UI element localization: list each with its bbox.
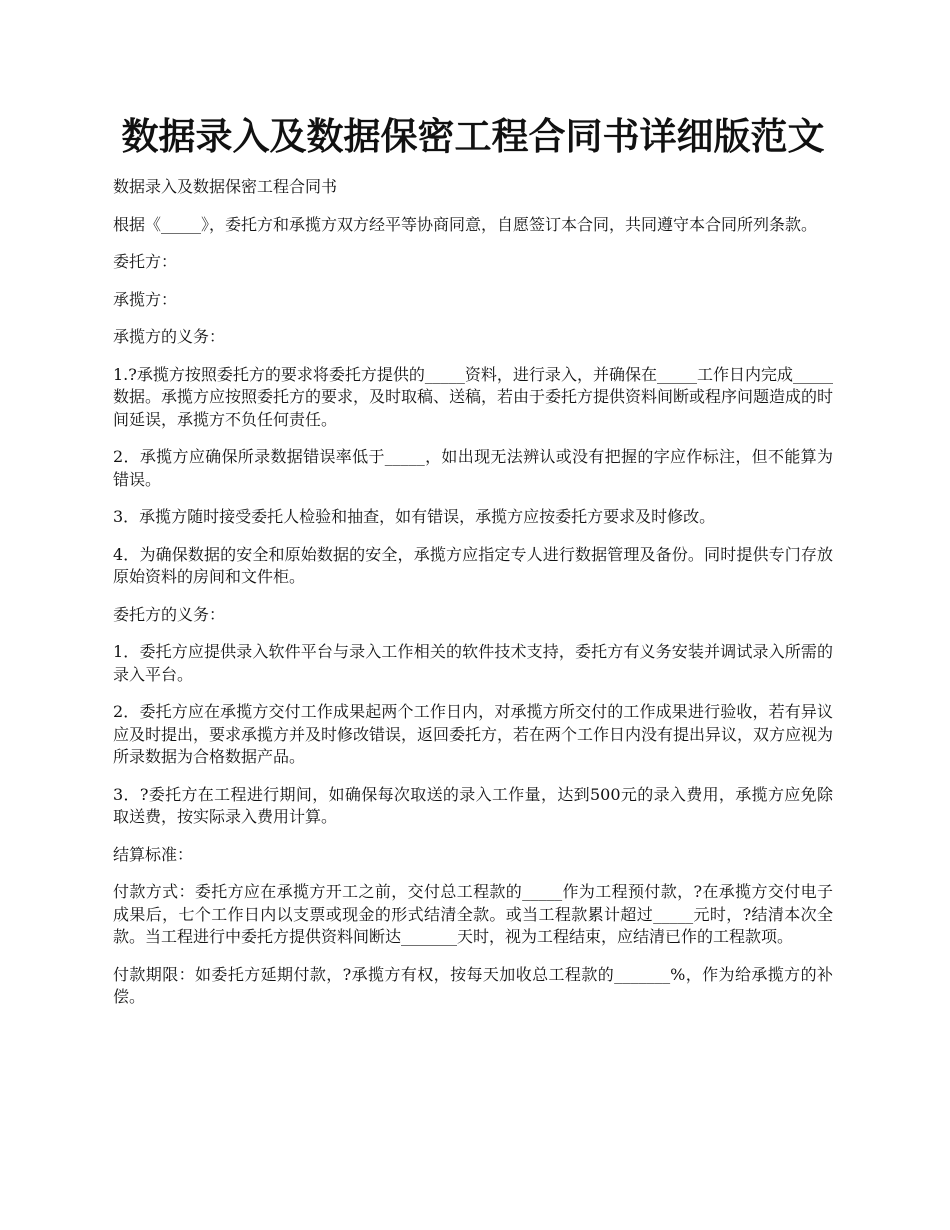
contractor-duty-2: 2．承揽方应确保所录数据错误率低于_____，如出现无法辨认或没有把握的字应作标注，但不能算为错误。 bbox=[113, 447, 833, 489]
client-duty-1: 1．委托方应提供录入软件平台与录入工作相关的软件技术支持，委托方有义务安装并调试录入所需的录入平台。 bbox=[113, 642, 833, 684]
doc-subtitle: 数据录入及数据保密工程合同书 bbox=[113, 177, 338, 196]
client-duties-heading: 委托方的义务： bbox=[113, 604, 226, 624]
contractor-duty-3: 3．承揽方随时接受委托人检验和抽查，如有错误，承揽方应按委托方要求及时修改。 bbox=[113, 507, 716, 526]
client-duty-2: 2．委托方应在承揽方交付工作成果起两个工作日内，对承揽方所交付的工作成果进行验收，若有异议应及时提出，要求承揽方并及时修改错误，返回委托方，若在两个工作日内没有提出异议，双方应视为所录数据为合格数据产品。 bbox=[113, 702, 834, 766]
contractor-label: 承揽方： bbox=[113, 289, 178, 309]
client-label: 委托方： bbox=[113, 252, 178, 271]
contractor-duty-1: 1.?承揽方按照委托方的要求将委托方提供的_____资料，进行录入，并确保在_____工作日内完成_____数据。承揽方应按照委托方的要求，及时取稿、送稿，若由于委托方提供资料间断或程序问题造成的时间延误，承揽方不负任何责任。 bbox=[113, 364, 834, 429]
document-title: 数据录入及数据保密工程合同书详细版范文 bbox=[121, 114, 825, 158]
payment-method-paragraph: 付款方式：委托方应在承揽方开工之前，交付总工程款的_____作为工程预付款，?在承揽方交付电子成果后，七个工作日内以支票或现金的形式结清全款。或当工程款累计超过_____元时，?结清本次全款。当工程进行中委托方提供资料间断达_______天时，视为工程结束，应结清已作的工程款项。 bbox=[113, 882, 833, 946]
document-page bbox=[113, 110, 833, 1024]
client-duty-3: 3．?委托方在工程进行期间，如确保每次取送的录入工作量，达到500元的录入费用，承揽方应免除取送费，按实际录入费用计算。 bbox=[113, 784, 833, 826]
payment-deadline-paragraph: 付款期限：如委托方延期付款，?承揽方有权，按每天加收总工程款的_______%，作为给承揽方的补偿。 bbox=[113, 964, 833, 1006]
settlement-heading: 结算标准： bbox=[113, 844, 194, 864]
contractor-duties-heading: 承揽方的义务： bbox=[113, 327, 226, 346]
preamble-paragraph: 根据《_____》，委托方和承揽方双方经平等协商同意，自愿签订本合同，共同遵守本合同所列条款。 bbox=[113, 214, 818, 234]
contractor-duty-4: 4．为确保数据的安全和原始数据的安全，承揽方应指定专人进行数据管理及备份。同时提供专门存放原始资料的房间和文件柜。 bbox=[113, 544, 833, 586]
